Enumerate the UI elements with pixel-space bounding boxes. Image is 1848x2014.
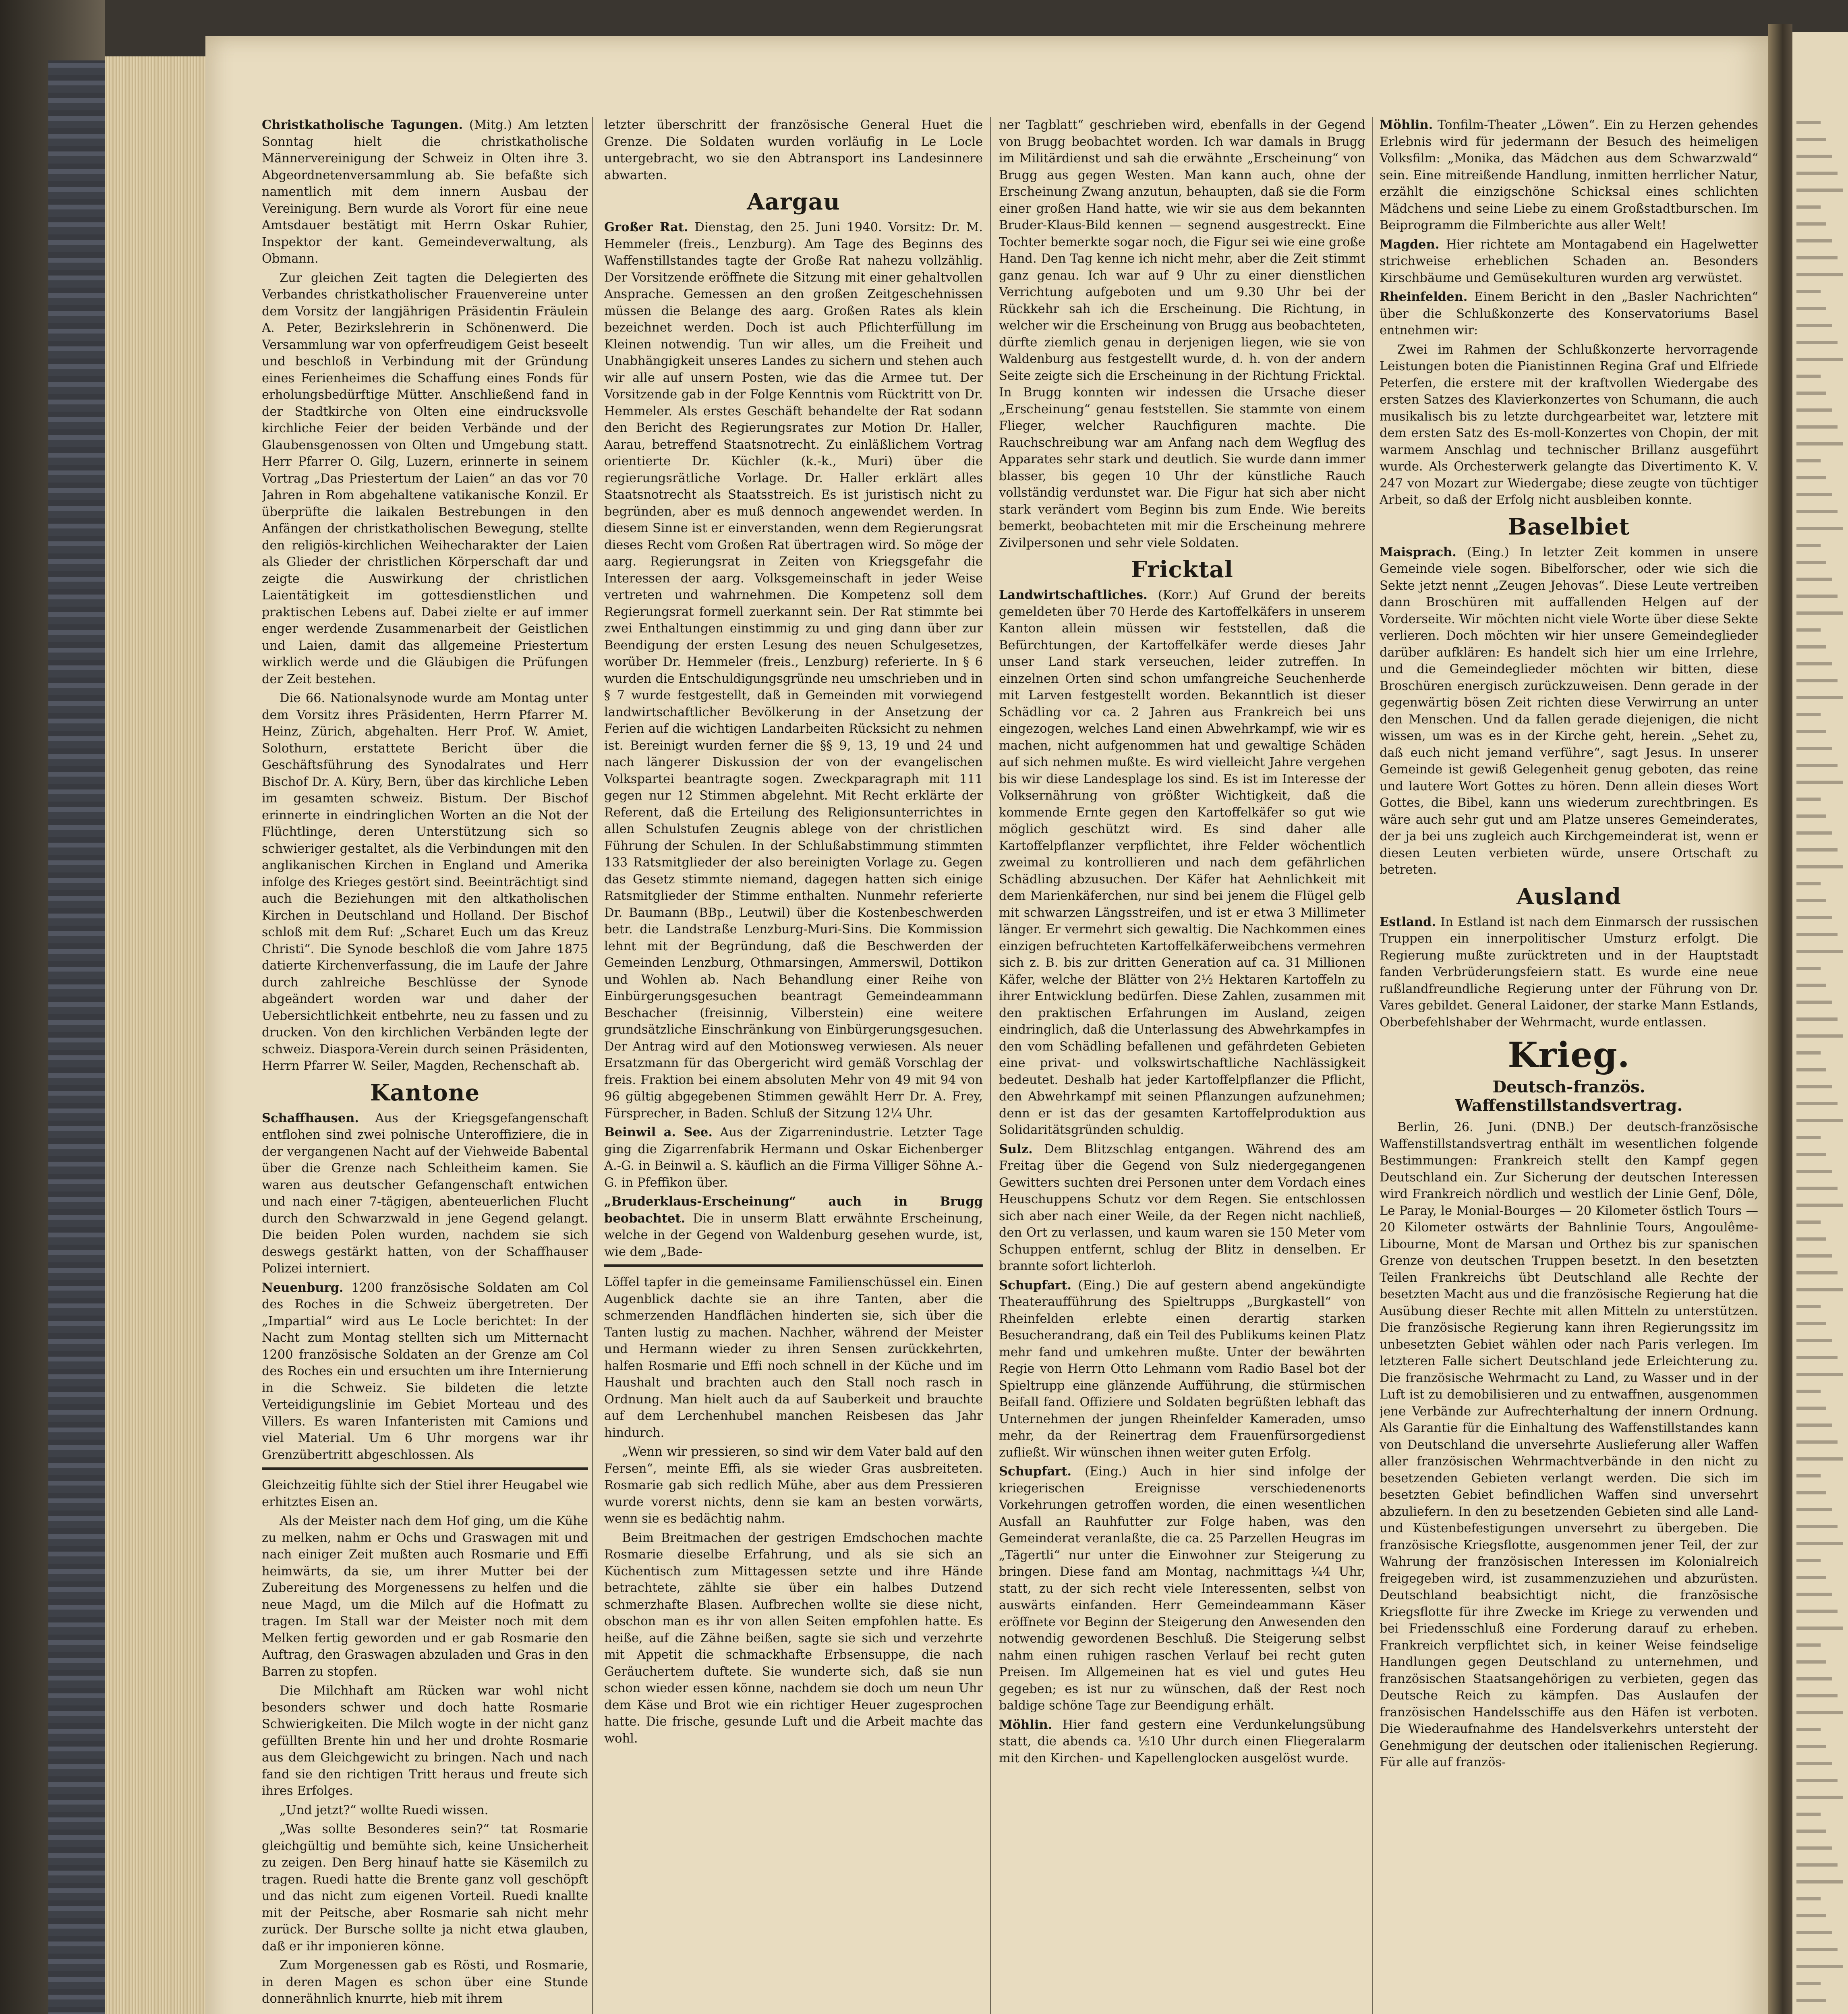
adjacent-text-line — [1796, 1204, 1843, 1207]
page-stack — [105, 56, 205, 2014]
adjacent-text-line — [1796, 205, 1821, 209]
article-paragraph — [999, 587, 1365, 1139]
article-text: (Mitg.) Am letzten Sonntag hielt die christkatholische Männervereinigung der Schweiz in Olten ihre 3. Abgeordnetenversammlung ab. Sie befaßte sich namentlich mit dem innern Ausbau der Vereinigung. Bern wurde als Vorort für eine neue Amtsdauer bestätigt mit Herrn Oskar Ruhier, Inspektor der kant. Gemeindeverwaltung, als Obmann. — [262, 118, 588, 266]
adjacent-text-line — [1796, 814, 1826, 818]
adjacent-text-line — [1796, 1643, 1821, 1647]
adjacent-text-line — [1796, 882, 1821, 885]
adjacent-text-line — [1796, 442, 1843, 445]
adjacent-text-line — [1796, 408, 1832, 412]
adjacent-text-line — [1796, 1948, 1838, 1951]
adjacent-text-line — [1796, 256, 1838, 259]
adjacent-text-line — [1796, 578, 1832, 581]
article-text: Beim Breitmachen der gestrigen Emdschochen machte Rosmarie dieselbe Erfahrung, und als sie sich an Küchentisch zum Mittagessen setzte und ihre Hände betrachtete, zählte sie über ein halbes Dutzend schmerzhafte Blasen. Aufbrechen wollte sie diese nicht, obschon man es ihr von allen Seiten empfohlen hatte. Es heiße, auf die Zähne beißen, sagte sie sich und verzehrte mit Appetit die schmackhafte Erbsensuppe, die nach Geräuchertem duftete. Sie wunderte sich, daß sie nun schon wieder essen könne, nachdem sie doch um neun Uhr dem Käse und Brot wie ein richtiger Heuer zugesprochen hatte. Die frische, gesunde Luft und die Arbeit machte das wohl. — [604, 1531, 983, 1746]
adjacent-text-line — [1796, 1982, 1821, 1985]
article-paragraph — [262, 270, 588, 688]
article-text: Berlin, 26. Juni. (DNB.) Der deutsch-französische Waffenstillstandsvertrag enthält im wesentlichen folgende Bestimmungen: Frankreich stellt den Kampf gegen Deutschland ein. Zur Sicherung der deutschen Interessen wird Frankreich nördlich und westlich der Linie Genf, Dôle, Le Paray, le Monial-Bourges — 20 Kilometer östlich Tours — 20 Kilometer ostwärts der Bahnlinie Tours, Angoulême-Libourne, Mont de Marsan und Orthez bis zur spanischen Grenze von deutschen Truppen besetzt. In den besetzten Teilen Frankreichs übt Deutschland alle Rechte der besetzten Macht aus und die französische Regierung hat die Ausübung dieser Rechte mit allen Mitteln zu unterstützen. Die französische Regierung kann ihren Regierungssitz im unbesetzten Gebiet wählen oder nach Paris verlegen. Im letzteren Falle sichert Deutschland jede Erleichterung zu. Die französische Wehrmacht zu Land, zu Wasser und in der Luft ist zu demobilisieren und zu entwaffnen, ausgenommen jene Verbände zur Aufrechterhaltung der innern Ordnung. Als Garantie für die Einhaltung des Waffenstillstandes kann von Deutschland die unversehrte Auslieferung aller Waffen aller französischen Wehrmachtverbände in den nicht zu besetzenden Gebieten verlangt werden. Die sich im besetzten Gebiet befindlichen Waffen sind unversehrt abzuliefern. In den zu besetzenden Gebieten sind alle Land- und Küstenbefestigungen unversehrt zu übergeben. Die französische Kriegsflotte, ausgenommen jener Teil, der zur Wahrung der französischen Interessen im Kolonialreich freigegeben wird, ist zusammenzuziehen und abzurüsten. Deutschland beabsichtigt nicht, die französische Kriegsflotte für ihre Zwecke im Kriege zu verwenden und bei Friedensschluß eine Forderung darauf zu erheben. Frankreich verpflichtet sich, in keiner Weise feindselige Handlungen gegen Deutschland zu unternehmen, und französischen Staatsangehörigen zu verbieten, gegen das Deutsche Reich zu kämpfen. Das Auslaufen der französischen Handelsschiffe aus den Häfen ist verboten. Die Wiederaufnahme des Handelsverkehrs untersteht der Genehmigung der deutschen oder italienischen Regierung. Für alle auf französ- — [1380, 1120, 1758, 1770]
adjacent-text-line — [1796, 358, 1843, 361]
adjacent-text-line — [1796, 1305, 1821, 1308]
adjacent-text-line — [1796, 1525, 1838, 1528]
adjacent-text-line — [1796, 392, 1826, 395]
article-paragraph — [262, 1957, 588, 2008]
article-paragraph — [604, 1444, 983, 1527]
adjacent-text-line — [1796, 595, 1838, 598]
adjacent-text-line — [1796, 1356, 1838, 1359]
adjacent-text-line — [1796, 1119, 1843, 1122]
adjacent-text-line — [1796, 1863, 1838, 1867]
adjacent-text-line — [1796, 1254, 1832, 1258]
adjacent-text-line — [1796, 1897, 1821, 1900]
article-text: In Estland ist nach dem Einmarsch der russischen Truppen ein innerpolitischer Umsturz erfolgt. Die Regierung mußte zurücktreten und in der Hauptstadt fanden Verbrüderungsfeiern statt. Es wurde eine neue rußlandfreundliche Regierung unter der Führung von Dr. Vares gebildet. General Laidoner, der starke Mann Estlands, Oberbefehlshaber der Wehrmacht, wurde entlassen. — [1380, 915, 1758, 1030]
adjacent-text-line — [1796, 781, 1843, 784]
adjacent-text-line — [1796, 798, 1821, 801]
article-dateline: Möhlin. — [999, 1717, 1052, 1732]
book-gutter — [1768, 24, 1792, 2014]
article-dateline: Schupfart. — [999, 1278, 1071, 1293]
article-paragraph — [1380, 342, 1758, 509]
article-paragraph — [262, 1513, 588, 1680]
section-heading: Kantone — [370, 1079, 480, 1106]
book-binding — [48, 60, 107, 2014]
adjacent-text-line — [1796, 662, 1832, 665]
adjacent-text-line — [1796, 1491, 1826, 1494]
article-text: Gleichzeitig fühlte sich der Stiel ihrer Heugabel wie erhitztes Eisen an. — [262, 1478, 588, 1509]
article-paragraph — [604, 1193, 983, 1260]
adjacent-text-line — [1796, 1508, 1832, 1511]
adjacent-text-line — [1796, 1677, 1832, 1680]
article-paragraph — [262, 1682, 588, 1800]
adjacent-text-line — [1796, 1153, 1826, 1156]
adjacent-text-line — [1796, 510, 1838, 513]
article-paragraph — [999, 1717, 1365, 1767]
section-heading: Baselbiet — [1508, 513, 1630, 540]
article-paragraph — [999, 1463, 1365, 1714]
article-dateline: „Bruderklaus-Erscheinung“ auch in Brugg beobachtet. — [604, 1194, 983, 1226]
adjacent-text-line — [1796, 290, 1821, 293]
article-paragraph — [1380, 1119, 1758, 1771]
adjacent-text-line — [1796, 1187, 1838, 1190]
adjacent-text-line — [1796, 155, 1832, 158]
column-rule-2 — [990, 117, 991, 2014]
adjacent-text-line — [1796, 459, 1821, 462]
adjacent-text-line — [1796, 1610, 1838, 1613]
adjacent-text-line — [1796, 1457, 1843, 1461]
article-text: (Eing.) In letzter Zeit kommen in unsere Gemeinde viele sogen. Bibelforscher, oder wie sich die Sekte jetzt nennt „Zeugen Jehovas“. Diese Leute vertreiben dann Broschüren mit auffallenden Helgen auf der Vorderseite. Wir möchten nicht viele Worte über diese Sekte verlieren. Doch möchten wir hier unsere Gemeindeglieder darüber aufklären: Es handelt sich hier um eine Irrlehre, und die Gemeindeglieder möchten wir bitten, diese Broschüren energisch zurückzuweisen. Denn gerade in der gegenwärtig bösen Zeit richten diese Verwirrung an unter den Menschen. Und da fallen gerade diejenigen, die nicht wissen, um was es in der Kirche geht, herein. „Sehet zu, daß euch nicht jemand verführe“, sagt Jesus. In unserer Gemeinde ist gewiß Gelegenheit genug geboten, das reine und lautere Wort Gottes zu hören. Denn allein dieses Wort Gottes, die Bibel, kann uns wiederum zurechtbringen. Es wäre auch sehr gut und am Platze unseres Gemeinderates, der ja bei uns zugleich auch Kirchgemeinderat ist, wenn er diesen Leuten verbieten würde, unsere Ortschaft zu betreten. — [1380, 545, 1758, 877]
adjacent-text-line — [1796, 967, 1821, 970]
article-text: ner Tagblatt“ geschrieben wird, ebenfalls in der Gegend von Brugg beobachtet worden. Ich war damals in Brugg im Militärdienst und sah die erwähnte „Erscheinung“ von Brugg aus gegen Westen. Man kann auch, ohne der Erscheinung Zwang anzutun, behaupten, daß sie die Form einer großen Hand hatte, wie wir sie aus dem bekannten Bruder-Klaus-Bild kennen — segnend ausgestreckt. Eine Tochter bemerkte sogar noch, die Figur sei wie eine große Hand. Den Tag kenne ich nicht mehr, aber die Zeit stimmt ganz genau. Ich war auf 9 Uhr zu einer dienstlichen Verrichtung aufgeboten und um 9.30 Uhr bei der Rückkehr sah ich die Erscheinung. Die Richtung, in welcher wir die Erscheinung von Brugg aus beobachteten, dürfte ziemlich genau in derjenigen liegen, wie sie von Waldenburg aus festgestellt wurde, d. h. von der andern Seite zeigte sich die Erscheinung in der Richtung Fricktal. In Brugg konnten wir indessen die Ursache dieser „Erscheinung“ genau feststellen. Sie stammte von einem Flieger, welcher Rauchfiguren machte. Die Rauchschreibung war am Anfang nach dem Wegflug des Apparates sehr stark und deutlich. Sie wurde dann immer blasser, bis gegen 10 Uhr der künstliche Rauch vollständig verdunstet war. Die Figur hat sich aber nicht stark verändert vom Beginn bis zum Ende. Wie bereits bemerkt, beobachteten mit mir die Erscheinung mehrere Zivilpersonen und sehr viele Soldaten. — [999, 118, 1365, 550]
adjacent-text-line — [1796, 121, 1821, 124]
article-text: (Eing.) Auch in hier sind infolge der kriegerischen Ereignisse verschiedenenorts Vorkehrungen getroffen worden, die einen wesentlichen Ausfall an Rauhfutter zur Folge haben, was den Gemeinderat veranlaßte, die ca. 25 Parzellen Heugras im „Tägertli“ nur unter die Einwohner zur Steigerung zu bringen. Diese fand am Montag, nachmittags ¼4 Uhr, statt, zu der sich recht viele Interessenten, selbst von auswärts einfanden. Herr Gemeindeammann Käser eröffnete vor Beginn der Steigerung den Anwesenden den notwendig gewordenen Beschluß. Die Steigerung selbst nahm einen ruhigen raschen Verlauf bei recht guten Preisen. Im Allgemeinen hat es viel und gutes Heu gegeben; es ist nur zu wünschen, daß der Rest noch baldige schöne Tage zur Beendigung erhält. — [999, 1465, 1365, 1713]
adjacent-text-line — [1796, 696, 1843, 699]
adjacent-text-line — [1796, 1559, 1821, 1562]
separator-rule — [262, 1467, 588, 1470]
adjacent-text-line — [1796, 1474, 1821, 1477]
adjacent-text-line — [1796, 1001, 1832, 1004]
adjacent-text-line — [1796, 950, 1843, 953]
section-heading: Aargau — [747, 189, 840, 215]
article-paragraph — [604, 1124, 983, 1191]
adjacent-text-line — [1796, 899, 1826, 902]
adjacent-text-line — [1796, 645, 1826, 649]
adjacent-text-line — [1796, 1068, 1826, 1071]
article-dateline: Großer Rat. — [604, 220, 688, 234]
article-text: „Und jetzt?“ wollte Ruedi wissen. — [280, 1803, 489, 1817]
adjacent-text-line — [1796, 1779, 1838, 1782]
article-dateline: Magden. — [1380, 237, 1440, 252]
adjacent-text-line — [1796, 239, 1832, 242]
adjacent-text-line — [1796, 138, 1826, 141]
article-text: Tonfilm-Theater „Löwen“. Ein zu Herzen gehendes Erlebnis wird für jedermann der Besuch des heimeligen Volksfilm: „Monika, das Mädchen aus dem Schwarzwald“ sein. Eine mitreißende Handlung, inmitten herrlicher Natur, erzählt die einzigschöne Schicksal eines schlichten Mädchens und seine Liebe zu einem Großstadtburschen. Im Beiprogramm die Filmberichte aus aller Welt! — [1380, 118, 1758, 232]
article-dateline: Sulz. — [999, 1142, 1033, 1156]
article-dateline: Neuenburg. — [262, 1280, 344, 1295]
article-paragraph — [1380, 914, 1758, 1031]
article-paragraph — [999, 1141, 1365, 1275]
adjacent-text-line — [1796, 1136, 1821, 1139]
article-dateline: Möhlin. — [1380, 118, 1433, 132]
article-paragraph — [1380, 236, 1758, 287]
adjacent-text-line — [1796, 493, 1832, 496]
adjacent-text-line — [1796, 1373, 1843, 1376]
article-text: Aus der Zigarrenindustrie. Letzter Tage ging die Zigarrenfabrik Hermann und Oskar Eichenberger A.-G. in Beinwil a. S. käuflich an die Firma Villiger Söhne A.-G. in Pfeffikon über. — [604, 1125, 983, 1190]
adjacent-text-line — [1796, 1034, 1843, 1038]
article-text: Einem Bericht in den „Basler Nachrichten“ über die Schlußkonzerte des Konservatoriums Basel entnehmen wir: — [1380, 290, 1758, 338]
section-heading: Krieg. — [1508, 1035, 1630, 1075]
adjacent-text-line — [1796, 1711, 1843, 1714]
adjacent-text-line — [1796, 527, 1843, 530]
adjacent-text-line — [1796, 679, 1838, 682]
adjacent-text-line — [1796, 611, 1843, 615]
section-heading: Fricktal — [1131, 556, 1233, 583]
article-text: Zwei im Rahmen der Schlußkonzerte hervorragende Leistungen boten die Pianistinnen Regina Graf und Elfriede Peterfen, die erstere mit der kraftvollen Wiedergabe des ersten Satzes des Klavierkonzertes von Schumann, die auch musikalisch bis zu letzte durchgearbeitet war, letztere mit dem ersten Satz des Es-moll-Konzertes von Chopin, der mit warmem Anschlag und technischer Brillanz ausgeführt wurde. Als Orchesterwerk gelangte das Divertimento K. V. 247 von Mozart zur Wiedergabe; diese zeugte von tüchtiger Arbeit, so daß der Erfolg nicht ausbleiben konnte. — [1380, 342, 1758, 507]
adjacent-text-line — [1796, 1237, 1826, 1241]
adjacent-text-line — [1796, 1051, 1821, 1055]
adjacent-text-line — [1796, 1322, 1826, 1325]
article-paragraph — [262, 1802, 588, 1819]
adjacent-text-line — [1796, 747, 1832, 750]
column-1 — [262, 117, 588, 2014]
article-dateline: Landwirtschaftliches. — [999, 588, 1148, 602]
adjacent-text-line — [1796, 713, 1821, 716]
adjacent-text-line — [1796, 1102, 1838, 1105]
adjacent-text-line — [1796, 1931, 1832, 1934]
adjacent-text-line — [1796, 1220, 1821, 1224]
adjacent-text-line — [1796, 1576, 1826, 1579]
adjacent-text-line — [1796, 1999, 1826, 2002]
article-text: Zur gleichen Zeit tagten die Delegierten des Verbandes christkatholischer Frauenvereine unter dem Vorsitz der langjährigen Präsidentin Fräulein A. Peter, Bezirkslehrerin in Schönenwerd. Die Versammlung war von opferfreudigem Geist beseelt und beschloß in Verbindung mit der Gründung eines Ferienheimes die Schaffung eines Fonds für erholungsbedürftige Mütter. Anschließend fand in der Stadtkirche von Olten eine eindrucksvolle kirchliche Feier der beiden Verbände und der Glaubensgenossen von Olten und Umgebung statt. Herr Pfarrer O. Gilg, Luzern, erinnerte in seinem Vortrag „Das Priestertum der Laien“ an das vor 70 Jahren in Rom abgehaltene vatikanische Konzil. Er überprüfte die laikalen Bestrebungen in den Anfängen der christkatholischen Bewegung, stellte den religiös-kirchlichen Weihecharakter der Laien als Glieder der christlichen Körperschaft dar und zeigte die Auswirkung der christlichen Laientätigkeit im gottesdienstlichen und praktischen Lebens auf. Dabei zielte er auf immer enger werdende Zusammenarbeit der Geistlichen und Laien, damit das allgemeine Priestertum wirklich werde und die Gläubigen die Prüfungen der Zeit bestehen. — [262, 271, 588, 686]
article-paragraph — [1380, 544, 1758, 879]
article-text: Dienstag, den 25. Juni 1940. Vorsitz: Dr. M. Hemmeler (freis., Lenzburg). Am Tage des Beginns des Waffenstillstandes tagte der Große Rat nahezu vollzählig. Der Vorsitzende eröffnete die Sitzung mit einer gehaltvollen Ansprache. Gemessen an den großen Zeitgeschehnissen müssen die Belange des aarg. Großen Rates als klein bezeichnet werden. Doch ist auch Pflichterfüllung im Kleinen notwendig. Tun wir alles, um die Freiheit und Unabhängigkeit unseres Landes zu sichern und stehen auch wir alle auf unsern Posten, wie das die Armee tut. Der Vorsitzende gab in der Folge Kenntnis vom Rücktritt von Dr. Hemmeler. Als erstes Geschäft behandelte der Rat sodann den Bericht des Regierungsrates zur Motion Dr. Haller, Aarau, betreffend Staatsnotrecht. Zu einläßlichem Vortrag orientierte Dr. Küchler (k.-k., Muri) über die regierungsrätliche Vorlage. Dr. Haller erklärt alles Staatsnotrecht als Staatsstreich. Es ist juristisch nicht zu begründen, aber es muß dennoch angewendet werden. In diesem Sinne ist er einverstanden, wenn dem Regierungsrat dieses Recht vom Großen Rat übertragen wird. So möge der aarg. Regierungsrat in Zeiten von Kriegsgefahr die Interessen der aarg. Volksgemeinschaft in jeder Weise vertreten und wahrnehmen. Die Kompetenz soll dem Regierungsrat formell zuerkannt sein. Der Rat stimmte bei zwei Enthaltungen einstimmig zu und ging dann über zur Beendigung der ersten Lesung des neuen Schulgesetzes, worüber Dr. Hemmeler (freis., Lenzburg) referierte. In § 6 wurden die Entschuldigungsgründe neu umschrieben und in § 7 wurde festgestellt, daß in Gemeinden mit vorwiegend landwirtschaftlicher Bevölkerung in der Ansetzung der Ferien auf die wichtigen Landarbeiten Rücksicht zu nehmen ist. Bereinigt wurden ferner die §§ 9, 13, 19 und 24 und nach längerer Diskussion der von der evangelischen Volkspartei beantragte sogen. Zweckparagraph mit 111 gegen nur 12 Stimmen abgelehnt. Mit Recht erklärte der Referent, daß die Erteilung des Religionsunterrichtes in allen Schulstufen Zeugnis ablege von der christlichen Führung der Schulen. In der Schlußabstimmung stimmten 133 Ratsmitglieder der also bereinigten Vorlage zu. Gegen das Gesetz stimmte niemand, dagegen hatten sich einige Ratsmitglieder der Stimme enthalten. Nunmehr referierte Dr. Baumann (BBp., Leutwil) über die Kostenbeschwerden betr. die Landstraße Lenzburg-Muri-Sins. Die Kommission lehnt mit der Begründung, daß die Beschwerden der Gemeinden Lenzburg, Othmarsingen, Ammerswil, Dottikon und Wohlen ab. Nach Behandlung einer Reihe von Einbürgerungsgesuchen beantragt Gemeindeammann Beschacher (freisinnig, Vilberstein) eine weitere grundsätzliche Einschränkung von Einbürgerungsgesuchen. Der Antrag wird auf den Motionsweg verwiesen. Als neuer Ersatzmann für das Obergericht wird gemäß Vorschlag der freis. Fraktion bei einem absoluten Mehr von 49 mit 94 von 96 gültig abgegebenen Stimmen gewählt Herr Dr. A. Frey, Fürsprecher, in Baden. Schluß der Sitzung 12¼ Uhr. — [604, 220, 983, 1121]
adjacent-text-line — [1796, 1813, 1821, 1816]
adjacent-text-line — [1796, 1660, 1826, 1664]
adjacent-text-line — [1796, 273, 1843, 276]
article-paragraph — [262, 1110, 588, 1277]
adjacent-text-line — [1796, 1017, 1838, 1021]
article-text: Hier richtete am Montagabend ein Hagelwetter strichweise erheblichen Schaden an. Besonders Kirschbäume und Gemüsekulturen wurden arg verwüstet. — [1380, 237, 1758, 285]
article-dateline: Rheinfelden. — [1380, 290, 1468, 304]
article-paragraph — [604, 117, 983, 184]
article-dateline: Beinwil a. See. — [604, 1125, 713, 1140]
adjacent-text-line — [1796, 730, 1826, 733]
article-paragraph — [604, 1274, 983, 1441]
adjacent-text-line — [1796, 544, 1821, 547]
column-rule-1 — [592, 117, 593, 2014]
article-text: letzter überschritt der französische General Huet die Grenze. Die Soldaten wurden vorläufig in Le Locle untergebracht, wo sie den Abtransport ins Landesinnere abwarten. — [604, 118, 983, 182]
adjacent-text-line — [1796, 848, 1838, 852]
adjacent-text-line — [1796, 1339, 1832, 1342]
article-paragraph — [262, 1821, 588, 1955]
article-dateline: Schupfart. — [999, 1464, 1071, 1479]
adjacent-text-line — [1796, 1627, 1843, 1630]
adjacent-text-line — [1796, 1762, 1832, 1765]
adjacent-text-line — [1796, 425, 1838, 429]
article-text: „Was sollte Besonderes sein?“ tat Rosmarie gleichgültig und bemühte sich, keine Unsicherheit zu zeigen. Den Berg hinauf hatte sie Käsemilch zu tragen. Ruedi hatte die Brente ganz voll geschöpft und das nicht zum eigenen Vorteil. Ruedi knallte mit der Peitsche, aber Rosmarie sah nicht mehr zurück. Der Bursche sollte ja nicht etwa glauben, daß er ihr imponieren könne. — [262, 1822, 588, 1954]
article-paragraph — [1380, 117, 1758, 234]
adjacent-text-line — [1796, 1965, 1843, 1968]
article-text: Als der Meister nach dem Hof ging, um die Kühe zu melken, nahm er Ochs und Graswagen mit und nach einiger Zeit mußten auch Rosmarie und Effi heimwärts, da sie, um ihrer Mutter bei der Zubereitung des Morgenessens zu helfen und die neue Magd, um die Milch auf die Hofmatt zu tragen. Im Stall war der Meister noch mit dem Melken fertig geworden und er gab Rosmarie den Auftrag, den Graswagen abzuladen und Gras in den Barren zu stopfen. — [262, 1514, 588, 1679]
article-dateline: Schaffhausen. — [262, 1111, 359, 1125]
article-text: (Eing.) Die auf gestern abend angekündigte Theateraufführung des Spieltrupps „Burgkastell“ von Rheinfelden erlebte einen derartig starken Besucherandrang, daß ein Teil des Publikums keinen Platz mehr fand und umkehren mußte. Unter der bewährten Regie von Herrn Otto Lehmann vom Radio Basel bot der Spieltrupp eine glänzende Aufführung, die stürmischen Beifall fand. Offiziere und Soldaten begrüßten lebhaft das Unternehmen der jungen Rheinfelder Kameraden, umso mehr, da der Reinertrag dem Frauenfürsorgedienst zufließt. Wir wünschen ihnen weiter guten Erfolg. — [999, 1278, 1365, 1460]
article-paragraph — [999, 117, 1365, 551]
column-2 — [604, 117, 983, 2014]
adjacent-text-line — [1796, 916, 1832, 919]
adjacent-text-line — [1796, 1170, 1832, 1173]
article-dateline: Estland. — [1380, 914, 1436, 929]
article-text: Dem Blitzschlag entgangen. Während des am Freitag über die Gegend von Sulz niedergegangenen Gewitters suchten drei Personen unter dem Vordach eines Heuschuppens Schutz vor dem Regen. Sie entschlossen sich aber nach einer Weile, da der Regen nicht nachließ, den Ort zu verlassen, und kaum waren sie 150 Meter vom Schuppen entfernt, schlug der Blitz in denselben. Er brannte sofort lichterloh. — [999, 1142, 1365, 1273]
article-paragraph — [604, 219, 983, 1122]
article-text: Die Milchhaft am Rücken war wohl nicht besonders schwer und doch hatte Rosmarie Schwierigkeiten. Die Milch wogte in der nicht ganz gefüllten Brente hin und her und drohte Rosmarie aus dem Gleichgewicht zu bringen. Nach und nach fand sie den richtigen Tritt heraus und freute sich ihres Erfolges. — [262, 1684, 588, 1798]
adjacent-text-line — [1796, 1542, 1843, 1545]
adjacent-text-line — [1796, 307, 1826, 310]
adjacent-text-line — [1796, 375, 1821, 378]
adjacent-text-line — [1796, 1914, 1826, 1917]
adjacent-text-line — [1796, 341, 1838, 344]
adjacent-text-line — [1796, 1593, 1832, 1596]
adjacent-text-line — [1796, 831, 1832, 835]
article-paragraph — [999, 1277, 1365, 1461]
article-text: Die in unserm Blatt erwähnte Erscheinung, welche in der Gegend von Waldenburg gesehen wurde, ist, wie dem „Bade- — [604, 1211, 983, 1259]
adjacent-text-line — [1796, 1407, 1826, 1410]
article-paragraph — [604, 1530, 983, 1747]
adjacent-text-line — [1796, 1846, 1832, 1850]
adjacent-text-line — [1796, 561, 1826, 564]
adjacent-text-line — [1796, 1390, 1821, 1393]
adjacent-text-line — [1796, 172, 1838, 175]
adjacent-text-line — [1796, 1796, 1843, 1799]
article-headline: Deutsch-französ. Waffenstillstandsvertrag. — [1455, 1077, 1683, 1115]
adjacent-text-line — [1796, 1880, 1843, 1883]
adjacent-text-line — [1796, 1728, 1821, 1731]
adjacent-text-line — [1796, 865, 1843, 868]
column-rule-3 — [1372, 117, 1373, 2014]
article-text: Zum Morgenessen gab es Rösti, und Rosmarie, in deren Magen es schon über eine Stunde donnerähnlich knurrte, hieb mit ihrem — [262, 1958, 588, 2006]
adjacent-text-line — [1796, 222, 1826, 226]
adjacent-text-line — [1796, 1288, 1843, 1291]
adjacent-text-line — [1796, 324, 1832, 327]
article-text: Löffel tapfer in die gemeinsame Familienschüssel ein. Einen Augenblick dachte sie an ihre Tanten, aber die schmerzenden Handflächen hinderten sie, sich über die Tanten lustig zu machen. Nachher, während der Meister und Hermann wieder zu ihren Sensen zurückkehrten, halfen Rosmarie und Effi noch schnell in der Küche und im Haushalt und brachten auch den Stall noch rasch in Ordnung. Man hielt auch da auf Sauberkeit und brauchte auf dem Lerchenhubel manchen Reisbesen das Jahr hindurch. — [604, 1275, 983, 1440]
adjacent-text-line — [1796, 1745, 1826, 1748]
section-heading: Ausland — [1516, 883, 1622, 910]
article-text: Aus der Kriegsgefangenschaft entflohen sind zwei polnische Unteroffiziere, die in der vergangenen Nacht auf der Viehweide Babental über die Grenze nach Schleitheim kamen. Sie waren aus deutscher Gefangenschaft entwichen und nach einer 7-tägigen, abenteuerlichen Flucht durch den Schwarzwald in jene Gegend gelangt. Die beiden Polen wurden, nachdem sie sich deswegs gestärkt hatten, von der Schaffhauser Polizei interniert. — [262, 1111, 588, 1276]
article-paragraph — [262, 690, 588, 1075]
column-3 — [999, 117, 1365, 2014]
adjacent-text-line — [1796, 628, 1821, 632]
separator-rule — [604, 1264, 983, 1267]
adjacent-text-line — [1796, 1440, 1838, 1444]
adjacent-text-line — [1796, 1423, 1832, 1427]
article-text: Die 66. Nationalsynode wurde am Montag unter dem Vorsitz ihres Präsidenten, Herrn Pfarrer M. Heinz, Zürich, abgehalten. Herr Prof. W. Amiet, Solothurn, erstattete Bericht über die Geschäftsführung des Synodalrates und Herr Bischof Dr. A. Küry, Bern, über das kirchliche Leben im gesamten schweiz. Bistum. Der Bischof erinnerte in eindringlichen Worten an die Not der Flüchtlinge, deren Unterstützung sich so schwieriger gestaltet, als die Verbindungen mit den anglikanischen Kirchen in England und Amerika infolge des Krieges gestört sind. Beeinträchtigt sind auch die Beziehungen mit den altkatholischen Kirchen in Deutschland und Holland. Der Bischof schloß mit dem Ruf: „Scharet Euch um das Kreuz Christi“. Die Synode beschloß die vom Jahre 1875 datierte Kirchenverfassung, die im Laufe der Jahre durch zahlreiche Beschlüsse der Synode abgeändert worden war und daher der Uebersichtlichkeit entbehrte, neu zu fassen und zu drucken. Von den kirchlichen Verbänden legte der schweiz. Diaspora-Verein durch seinen Präsidenten, Herrn Pfarrer W. Seiler, Magden, Rechenschaft ab. — [262, 691, 588, 1073]
article-text: 1200 französische Soldaten am Col des Roches in die Schweiz übergetreten. Der „Impartial“ wird aus Le Locle berichtet: In der Nacht zum Montag stellten sich um Mitternacht 1200 französische Soldaten an der Grenze am Col des Roches ein und ersuchten um ihre Internierung in die Schweiz. Sie bildeten die letzte Verteidigungslinie im Gebiet Morteau und des Villers. Es waren Infanteristen mit Camions und viel Material. Um 6 Uhr morgens war ihr Grenzübertritt abgeschlossen. Als — [262, 1281, 588, 1462]
column-4 — [1380, 117, 1758, 2014]
adjacent-text-line — [1796, 189, 1843, 192]
adjacent-text-line — [1796, 933, 1838, 936]
adjacent-text-line — [1796, 984, 1826, 987]
article-paragraph — [1380, 289, 1758, 339]
adjacent-text-line — [1796, 1271, 1838, 1274]
adjacent-text-line — [1796, 476, 1826, 479]
adjacent-text-line — [1796, 1830, 1826, 1833]
article-paragraph — [262, 1280, 588, 1464]
article-text: Hier fand gestern eine Verdunkelungsübung statt, die abends ca. ½10 Uhr durch einen Fliegeralarm mit den Kirchen- und Kapellenglocken ausgelöst wurde. — [999, 1718, 1365, 1765]
article-text: „Wenn wir pressieren, so sind wir dem Vater bald auf den Fersen“, meinte Effi, als sie wieder Gras ausbreiteten. Rosmarie gab sich redlich Mühe, aber aus dem Pressieren wurde vorerst nichts, denn sie kam an besten vorwärts, wenn sie es bedächtig nahm. — [604, 1445, 983, 1526]
article-dateline: Christkatholische Tagungen. — [262, 118, 463, 132]
article-text: (Korr.) Auf Grund der bereits gemeldeten über 70 Herde des Kartoffelkäfers in unserem Kanton allein müssen wir feststellen, daß die Befürchtungen, der Kartoffelkäfer werde dieses Jahr unser Land stark verseuchen, leider zutreffen. In einzelnen Orten sind schon umfangreiche Seuchenherde mit Larven festgestellt worden. Bekanntlich ist dieser Schädling vor ca. 2 Jahren aus Frankreich bei uns eingezogen, welches Land einen Abwehrkampf, wie wir es machen, nicht aufgenommen hat und gewaltige Schäden auf sich nehmen mußte. Es wird vielleicht Jahre vergehen bis wir diese Landesplage los sind. Es ist im Interesse der Volksernährung von größter Wichtigkeit, daß die kommende Ernte gegen den Kartoffelkäfer so gut wie möglich geschützt wird. Es sind daher alle Kartoffelpflanzer verpflichtet, ihre Felder wöchentlich zweimal zu kontrollieren und nach dem gefährlichen Schädling abzusuchen. Der Käfer hat Aehnlichkeit mit dem Marienkäferchen, nur sind bei jenem die Flügel gelb mit schwarzen Längsstreifen, und ist er etwa 3 Millimeter länger. Er vermehrt sich gewaltig. Die Nachkommen eines einzigen befruchteten Kartoffelkäferweibchens vermehren sich z. B. bis zur dritten Generation auf ca. 31 Millionen Käfer, welche der Blätter von 2½ Hektaren Kartoffeln zu ihrer Entwicklung bedürfen. Diese Zahlen, zusammen mit den praktischen Erfahrungen im Ausland, zeigen eindringlich, daß die Unterlassung des Abwehrkampfes in den vom Schädling befallenen und gefährdeten Gebieten eine privat- und volkswirtschaftliche Nachlässigkeit bedeutet. Deshalb hat jeder Kartoffelpflanzer die Pflicht, den Abwehrkampf mit seinen Pflanzungen aufzunehmen; denn er ist das der gesamten Kartoffelproduktion aus Solidaritätsgründen schuldig. — [999, 588, 1365, 1137]
article-paragraph — [262, 1477, 588, 1510]
adjacent-text-line — [1796, 1085, 1832, 1088]
article-paragraph — [262, 117, 588, 267]
article-dateline: Maisprach. — [1380, 545, 1456, 559]
adjacent-text-line — [1796, 1694, 1838, 1697]
adjacent-page — [1792, 32, 1848, 2014]
adjacent-text-line — [1796, 764, 1838, 767]
